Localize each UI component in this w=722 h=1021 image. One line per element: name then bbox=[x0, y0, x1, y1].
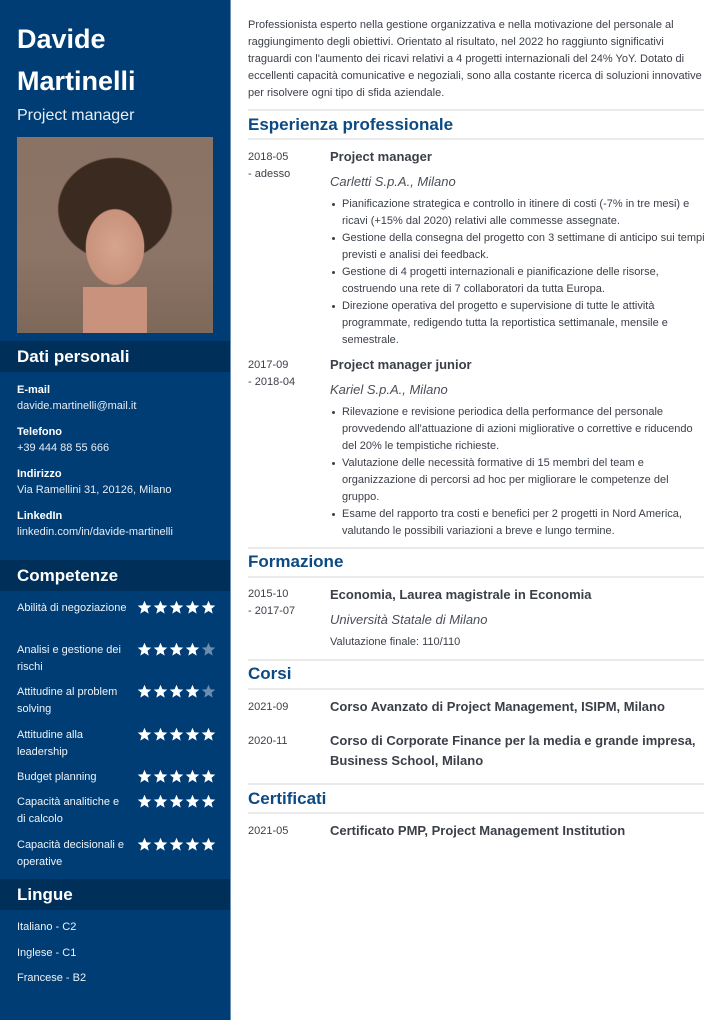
bullet-item: Gestione di 4 progetti internazionali e pianificazione delle risorse, costruendo una rete di 7 collaboratori da tutta Europa. bbox=[330, 264, 706, 298]
phone-info bbox=[17, 426, 109, 454]
date-end: - 2018-04 bbox=[248, 376, 296, 388]
divider bbox=[248, 812, 704, 814]
star-icon bbox=[137, 727, 152, 742]
course-title: Corso Avanzato di Project Management, ISIPM, Milano bbox=[330, 699, 665, 714]
bullet-item: Rilevazione e revisione periodica della performance del personale provvedendo all'attuazione di azioni migliorative o correttive e riducendo del 20% le tempistiche richieste. bbox=[330, 404, 706, 455]
bullet-item: Pianificazione strategica e controllo in itinere di costi (-7% in tre mesi) e ricavi (+15% dal 2020) relativi alle commesse assegnate. bbox=[330, 196, 706, 230]
star-icon bbox=[137, 642, 152, 657]
star-icon bbox=[137, 600, 152, 615]
star-icon bbox=[153, 642, 168, 657]
experience-date bbox=[248, 149, 318, 183]
experience-date bbox=[248, 357, 318, 391]
divider bbox=[248, 547, 704, 549]
language-item: Italiano - C2 bbox=[17, 921, 77, 933]
education-date bbox=[248, 586, 318, 620]
star-icon bbox=[169, 837, 184, 852]
star-icon bbox=[201, 642, 216, 657]
star-icon bbox=[185, 837, 200, 852]
star-icon bbox=[185, 600, 200, 615]
date-start: 2018-05 bbox=[248, 151, 289, 163]
skills-heading: Competenze bbox=[0, 560, 230, 591]
star-icon bbox=[201, 769, 216, 784]
address-label: Indirizzo bbox=[17, 468, 62, 480]
skill-name: Attitudine al problem solving bbox=[17, 686, 118, 715]
skill-rating bbox=[137, 837, 217, 853]
sidebar bbox=[0, 0, 231, 1020]
language-item: Inglese - C1 bbox=[17, 947, 77, 959]
experience-title: Project manager junior bbox=[330, 357, 472, 372]
star-icon bbox=[185, 642, 200, 657]
skill-name: Abilità di negoziazione bbox=[17, 602, 127, 614]
star-icon bbox=[201, 794, 216, 809]
star-icon bbox=[169, 600, 184, 615]
star-icon bbox=[137, 684, 152, 699]
candidate-name bbox=[17, 18, 136, 102]
date-start: 2015-10 bbox=[248, 588, 289, 600]
last-name: Martinelli bbox=[17, 66, 136, 96]
skill-name: Analisi e gestione dei rischi bbox=[17, 644, 121, 673]
address-info bbox=[17, 468, 172, 496]
star-icon bbox=[185, 769, 200, 784]
experience-bullets bbox=[330, 404, 706, 540]
linkedin-value[interactable]: linkedin.com/in/davide-martinelli bbox=[17, 526, 173, 538]
phone-label: Telefono bbox=[17, 426, 63, 438]
skill-name: Attitudine alla leadership bbox=[17, 729, 84, 758]
star-icon bbox=[169, 769, 184, 784]
star-icon bbox=[137, 794, 152, 809]
divider bbox=[248, 659, 704, 661]
date-end: - 2017-07 bbox=[248, 605, 296, 617]
experience-title: Project manager bbox=[330, 149, 432, 164]
star-icon bbox=[153, 794, 168, 809]
star-icon bbox=[153, 684, 168, 699]
star-icon bbox=[137, 837, 152, 852]
skill-rating bbox=[137, 642, 217, 658]
divider bbox=[248, 688, 704, 690]
star-icon bbox=[185, 684, 200, 699]
linkedin-info bbox=[17, 510, 173, 538]
phone-value: +39 444 88 55 666 bbox=[17, 442, 110, 454]
experience-heading: Esperienza professionale bbox=[248, 115, 454, 134]
experience-bullets bbox=[330, 196, 706, 349]
star-icon bbox=[153, 727, 168, 742]
skill-rating bbox=[137, 794, 217, 810]
address-value: Via Ramellini 31, 20126, Milano bbox=[17, 484, 172, 496]
skill-name: Capacità decisionali e operative bbox=[17, 839, 125, 868]
star-icon bbox=[201, 600, 216, 615]
education-title: Economia, Laurea magistrale in Economia bbox=[330, 587, 592, 602]
profile-summary: Professionista esperto nella gestione organizzativa e nella motivazione del personale al raggiungimento degli obiettivi. Orientato al risultato, nel 2022 ho raggiunto significativi traguardi con l'aumento dei ricavi relativi a 4 progetti internazionali del 24% YoY. Dotato di eccellenti capacità comunicative e negoziali, sono alla costante ricerca di soluzioni innovative per risolvere ogni tipo di sfida aziendale. bbox=[248, 19, 702, 99]
skill-name: Capacità analitiche e di calcolo bbox=[17, 796, 120, 825]
languages-heading: Lingue bbox=[0, 879, 230, 910]
course-date: 2021-09 bbox=[248, 701, 289, 713]
divider bbox=[248, 109, 704, 111]
skill-name: Budget planning bbox=[17, 771, 97, 783]
language-item: Francese - B2 bbox=[17, 972, 87, 984]
date-start: 2017-09 bbox=[248, 359, 289, 371]
divider bbox=[248, 138, 704, 140]
star-icon bbox=[153, 837, 168, 852]
first-name: Davide bbox=[17, 24, 106, 54]
star-icon bbox=[185, 727, 200, 742]
experience-company: Kariel S.p.A., Milano bbox=[330, 382, 448, 397]
experience-company: Carletti S.p.A., Milano bbox=[330, 174, 456, 189]
star-icon bbox=[185, 794, 200, 809]
email-value[interactable]: davide.martinelli@mail.it bbox=[17, 400, 137, 412]
star-icon bbox=[201, 684, 216, 699]
star-icon bbox=[169, 642, 184, 657]
bullet-item: Esame del rapporto tra costi e benefici per 2 progetti in Nord America, valutando le possibili variazioni a breve e lungo termine. bbox=[330, 506, 706, 540]
bullet-item: Direzione operativa del progetto e supervisione di tutte le attività programmate, redigendo tutta la reportistica settimanale, mensile e semestrale. bbox=[330, 298, 706, 349]
skill-rating bbox=[137, 600, 217, 616]
certificate-date: 2021-05 bbox=[248, 825, 289, 837]
star-icon bbox=[169, 727, 184, 742]
divider bbox=[248, 783, 704, 785]
education-grade: Valutazione finale: 110/110 bbox=[330, 636, 461, 648]
star-icon bbox=[153, 769, 168, 784]
linkedin-label: LinkedIn bbox=[17, 510, 63, 522]
education-school: Università Statale di Milano bbox=[330, 612, 488, 627]
job-title: Project manager bbox=[17, 107, 135, 124]
certificates-heading: Certificati bbox=[248, 789, 327, 808]
personal-data-heading: Dati personali bbox=[0, 341, 230, 372]
star-icon bbox=[169, 684, 184, 699]
skill-rating bbox=[137, 769, 217, 785]
profile-photo bbox=[17, 137, 213, 333]
skill-rating bbox=[137, 684, 217, 700]
star-icon bbox=[201, 727, 216, 742]
education-heading: Formazione bbox=[248, 552, 344, 571]
star-icon bbox=[137, 769, 152, 784]
courses-heading: Corsi bbox=[248, 664, 292, 683]
star-icon bbox=[201, 837, 216, 852]
star-icon bbox=[153, 600, 168, 615]
certificate-title: Certificato PMP, Project Management Institution bbox=[330, 823, 626, 838]
date-end: - adesso bbox=[248, 168, 291, 180]
star-icon bbox=[169, 794, 184, 809]
email-info bbox=[17, 384, 136, 412]
divider bbox=[248, 576, 704, 578]
skill-rating bbox=[137, 727, 217, 743]
bullet-item: Gestione della consegna del progetto con 3 settimane di anticipo sui tempi previsti e analisi dei feedback. bbox=[330, 230, 706, 264]
course-title: Corso di Corporate Finance per la media e grande impresa, Business School, Milano bbox=[330, 733, 696, 768]
course-date: 2020-11 bbox=[248, 735, 288, 747]
bullet-item: Valutazione delle necessità formative di 15 membri del team e organizzazione di percorsi ad hoc per migliorare le competenze del gruppo. bbox=[330, 455, 706, 506]
email-label: E-mail bbox=[17, 384, 51, 396]
